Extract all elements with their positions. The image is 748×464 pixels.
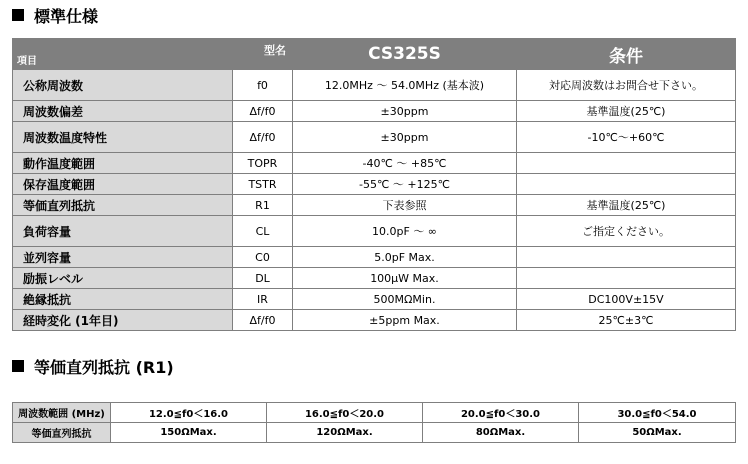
freq-range-cell: 30.0≦f0＜54.0 [579, 403, 736, 423]
table-row [13, 403, 736, 423]
row-name: 動作温度範囲 [13, 153, 233, 174]
row-value: 500MΩMin. [293, 289, 517, 310]
table-row [13, 289, 736, 310]
row-value: ±5ppm Max. [293, 310, 517, 331]
esr-value-cell: 150ΩMax. [111, 423, 267, 443]
table-row [13, 216, 736, 247]
row-value: ±30ppm [293, 122, 517, 153]
esr-table [12, 402, 736, 443]
row-condition [517, 247, 736, 268]
row-symbol: Δf/f0 [233, 122, 293, 153]
esr-value-cell: 80ΩMax. [423, 423, 579, 443]
row-value: -55℃ ～ +125℃ [293, 174, 517, 195]
row-value: 10.0pF ～ ∞ [293, 216, 517, 247]
row-condition [517, 174, 736, 195]
row-value: -40℃ ～ +85℃ [293, 153, 517, 174]
header-condition-label: 条件 [517, 39, 736, 70]
esr-label: 等価直列抵抗 [13, 423, 111, 443]
row-name: 経時変化 (1年目) [13, 310, 233, 331]
header-item-label: 項目 [17, 56, 37, 67]
esr-section-title: 等価直列抵抗 (R1) [34, 357, 174, 377]
row-condition: ご指定ください。 [517, 216, 736, 247]
table-row [13, 310, 736, 331]
row-condition: 基準温度(25℃) [517, 101, 736, 122]
table-row [13, 423, 736, 443]
row-condition [517, 153, 736, 174]
row-value: 5.0pF Max. [293, 247, 517, 268]
row-symbol: f0 [233, 70, 293, 101]
freq-range-label: 周波数範囲 (MHz) [13, 403, 111, 423]
freq-range-cell: 20.0≦f0＜30.0 [423, 403, 579, 423]
freq-range-cell: 12.0≦f0＜16.0 [111, 403, 267, 423]
header-model-cell [233, 39, 293, 70]
esr-value-cell: 50ΩMax. [579, 423, 736, 443]
table-row [13, 195, 736, 216]
spec-section-title: 標準仕様 [34, 6, 99, 26]
table-row [13, 70, 736, 101]
row-value: 下表参照 [293, 195, 517, 216]
row-symbol: Δf/f0 [233, 101, 293, 122]
row-name: 絶縁抵抗 [13, 289, 233, 310]
spec-section-heading [12, 3, 98, 27]
row-name: 並列容量 [13, 247, 233, 268]
row-value: ±30ppm [293, 101, 517, 122]
row-name: 周波数偏差 [13, 101, 233, 122]
row-symbol: C0 [233, 247, 293, 268]
row-condition: 基準温度(25℃) [517, 195, 736, 216]
header-model-label: 型名 [264, 44, 286, 57]
row-value: 100μW Max. [293, 268, 517, 289]
table-row [13, 153, 736, 174]
table-row [13, 268, 736, 289]
spec-table-header [13, 39, 736, 70]
row-symbol: DL [233, 268, 293, 289]
row-symbol: TOPR [233, 153, 293, 174]
row-value: 12.0MHz ～ 54.0MHz (基本波) [293, 70, 517, 101]
row-symbol: Δf/f0 [233, 310, 293, 331]
row-symbol: R1 [233, 195, 293, 216]
row-name: 周波数温度特性 [13, 122, 233, 153]
row-symbol: TSTR [233, 174, 293, 195]
esr-section-heading [12, 354, 174, 378]
esr-value-cell: 120ΩMax. [267, 423, 423, 443]
table-row [13, 122, 736, 153]
row-condition: -10℃～+60℃ [517, 122, 736, 153]
row-name: 負荷容量 [13, 216, 233, 247]
freq-range-cell: 16.0≦f0＜20.0 [267, 403, 423, 423]
square-bullet-icon [12, 9, 24, 21]
header-item-cell [13, 39, 233, 70]
row-name: 公称周波数 [13, 70, 233, 101]
table-row [13, 174, 736, 195]
row-condition: 対応周波数はお問合せ下さい。 [517, 70, 736, 101]
row-symbol: IR [233, 289, 293, 310]
header-product-label: CS325S [293, 39, 517, 70]
row-condition: DC100V±15V [517, 289, 736, 310]
row-name: 保存温度範囲 [13, 174, 233, 195]
spec-table [12, 38, 736, 331]
row-symbol: CL [233, 216, 293, 247]
table-row [13, 247, 736, 268]
row-condition: 25℃±3℃ [517, 310, 736, 331]
row-name: 励振レベル [13, 268, 233, 289]
row-condition [517, 268, 736, 289]
table-row [13, 101, 736, 122]
square-bullet-icon [12, 360, 24, 372]
row-name: 等価直列抵抗 [13, 195, 233, 216]
